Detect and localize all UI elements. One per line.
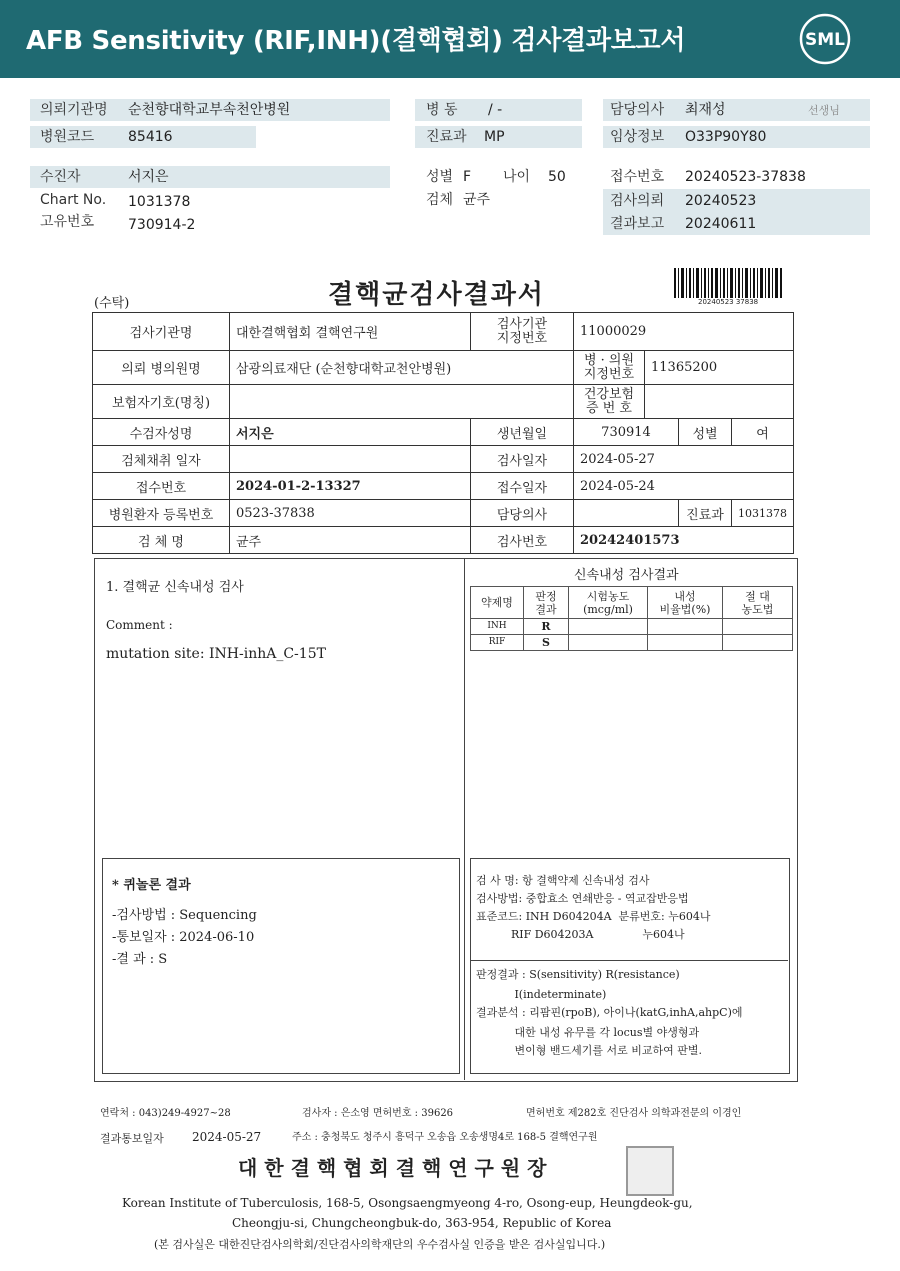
unique-no-label: 고유번호 <box>40 214 95 230</box>
age-label: 나이 <box>503 169 531 185</box>
judge-line: 변이형 밴드세기를 서로 비교하여 판별. <box>476 1044 702 1057</box>
institution-label: 의뢰기관명 <box>40 102 108 118</box>
quinolone-date: -통보일자 : 2024-06-10 <box>112 930 255 945</box>
footer-address: 주소 : 충청북도 청주시 흥덕구 오송읍 오송생명4로 168-5 결핵연구원 <box>292 1132 598 1143</box>
cell-value: 20242401573 <box>574 527 794 554</box>
consignment-label: (수탁) <box>94 296 130 311</box>
org-address-en-1: Korean Institute of Tuberculosis, 168-5, Osongsaengmyeong 4-ro, Osong-eup, Heungdeok-gu, <box>122 1196 693 1210</box>
request-date-label: 검사의뢰 <box>610 193 665 209</box>
patient-value: 서지은 <box>128 169 169 185</box>
ward-value: / - <box>488 102 503 118</box>
cell-label: 접수일자 <box>471 473 574 500</box>
cell-value: 서지은 <box>230 419 471 446</box>
method-line: 검 사 명: 항 결핵약제 신속내성 검사 <box>476 874 650 887</box>
rapid-header: 약제명 <box>471 587 524 619</box>
rapid-drug: RIF <box>471 635 524 651</box>
rapid-header: 절 대 농도법 <box>723 587 793 619</box>
rapid-result: S <box>524 635 569 651</box>
cell-label: 건강보험 증 번 호 <box>574 385 645 419</box>
doctor-label: 담당의사 <box>610 102 665 118</box>
cell-label: 검사기관명 <box>93 313 230 351</box>
org-address-en-2: Cheongju-si, Chungcheongbuk-do, 363-954, Republic of Korea <box>232 1216 612 1230</box>
cell-label: 진료과 <box>679 500 732 527</box>
hospital-code-label: 병원코드 <box>40 129 95 145</box>
footer-inspector: 검사자 : 은소영 면허번호 : 39626 <box>302 1108 454 1119</box>
quinolone-method: -검사방법 : Sequencing <box>112 908 257 923</box>
footer-notify-date: 2024-05-27 <box>192 1130 262 1144</box>
cell-label: 검 체 명 <box>93 527 230 554</box>
barcode-image <box>674 268 782 298</box>
specimen-label: 검체 <box>426 192 454 208</box>
certification-note: (본 검사실은 대한진단검사의학회/진단검사의학재단의 우수검사실 인증을 받은 검사실입니다.) <box>154 1238 606 1251</box>
clinical-label: 임상정보 <box>610 129 665 145</box>
judge-line: 대한 내성 유무를 각 locus별 야생형과 <box>476 1026 700 1039</box>
method-box-divider <box>470 960 788 961</box>
cell-value: 11365200 <box>645 351 794 385</box>
footer-contact: 연락처 : 043)249-4927~28 <box>100 1108 231 1119</box>
cell-label: 성별 <box>679 419 732 446</box>
cell-value <box>230 446 471 473</box>
cell-label: 의뢰 병의원명 <box>93 351 230 385</box>
sml-logo <box>796 12 854 66</box>
cell-label: 수검자성명 <box>93 419 230 446</box>
rapid-header: 판정 결과 <box>524 587 569 619</box>
results-divider <box>464 558 465 1080</box>
cell-value: 균주 <box>230 527 471 554</box>
cell-label: 검사기관 지정번호 <box>471 313 574 351</box>
chart-no-value: 1031378 <box>128 194 191 210</box>
cell-label: 보험자기호(명칭) <box>93 385 230 419</box>
judge-line: I(indeterminate) <box>476 988 607 1001</box>
rapid-result-table <box>470 586 793 651</box>
rapid-cell <box>723 619 793 635</box>
comment-label: Comment : <box>106 618 173 632</box>
cell-label: 병 · 의원 지정번호 <box>574 351 645 385</box>
report-header <box>0 0 900 78</box>
footer-license: 면허번호 제282호 진단검사 의학과전문의 이경인 <box>526 1108 742 1119</box>
report-date-label: 결과보고 <box>610 216 665 232</box>
sex-label: 성별 <box>426 169 454 185</box>
unique-no-value: 730914-2 <box>128 217 196 233</box>
patient-label: 수진자 <box>40 169 81 185</box>
rapid-cell <box>569 619 648 635</box>
document-title: 결핵균검사결과서 <box>328 280 545 310</box>
cell-value: 2024-05-24 <box>574 473 794 500</box>
cell-value <box>645 385 794 419</box>
patient-info-table <box>92 312 794 554</box>
quinolone-title: * 퀴놀론 결과 <box>112 878 191 893</box>
method-line: 표준코드: INH D604204A 분류번호: 누604나 <box>476 910 711 923</box>
cell-value: 삼광의료재단 (순천향대학교천안병원) <box>230 351 574 385</box>
cell-value: 여 <box>732 419 794 446</box>
method-line: 검사방법: 중합효소 연쇄반응 - 역교잡반응법 <box>476 892 689 905</box>
cell-label: 생년월일 <box>471 419 574 446</box>
cell-label: 담당의사 <box>471 500 574 527</box>
rapid-result-title: 신속내성 검사결과 <box>574 568 679 583</box>
cell-label: 검사번호 <box>471 527 574 554</box>
receipt-no-label: 접수번호 <box>610 169 665 185</box>
cell-label: 검사일자 <box>471 446 574 473</box>
chart-no-label: Chart No. <box>40 192 107 208</box>
rapid-result: R <box>524 619 569 635</box>
footer-notify-label: 결과통보일자 <box>100 1132 164 1145</box>
cell-label: 병원환자 등록번호 <box>93 500 230 527</box>
rapid-cell <box>648 635 723 651</box>
sex-value: F <box>463 169 472 185</box>
judge-line: 결과분석 : 리팜핀(rpoB), 아이나(katG,inhA,ahpC)에 <box>476 1006 743 1019</box>
specimen-value: 균주 <box>463 192 491 208</box>
rapid-drug: INH <box>471 619 524 635</box>
rapid-header: 시험농도 (mcg/ml) <box>569 587 648 619</box>
department-value: MP <box>484 129 505 145</box>
method-line: RIF D604203A 누604나 <box>476 928 685 941</box>
rapid-cell <box>569 635 648 651</box>
scanned-result-document <box>80 262 820 1262</box>
cell-value: 11000029 <box>574 313 794 351</box>
hospital-code-value: 85416 <box>128 129 173 145</box>
clinical-value: O33P90Y80 <box>685 129 767 145</box>
org-name: 대 한 결 핵 협 회 결 핵 연 구 원 장 <box>238 1156 547 1180</box>
institution-value: 순천향대학교부속천안병원 <box>128 102 291 118</box>
cell-value: 1031378 <box>732 500 794 527</box>
rapid-cell <box>723 635 793 651</box>
cell-label: 접수번호 <box>93 473 230 500</box>
rapid-cell <box>648 619 723 635</box>
doctor-value: 최재성 <box>685 102 726 118</box>
ward-label: 병 동 <box>426 102 458 118</box>
quinolone-result: -결 과 : S <box>112 952 168 967</box>
cell-value: 대한결핵협회 결핵연구원 <box>230 313 471 351</box>
doctor-note: 선생님 <box>808 104 840 117</box>
cell-value: 730914 <box>574 419 679 446</box>
cell-value <box>230 385 574 419</box>
report-date-value: 20240611 <box>685 216 757 232</box>
cell-value: 2024-05-27 <box>574 446 794 473</box>
cell-label: 검체채취 일자 <box>93 446 230 473</box>
cell-value: 2024-01-2-13327 <box>230 473 471 500</box>
age-value: 50 <box>548 169 566 185</box>
svg-text:SML: SML <box>805 30 845 50</box>
section1-title: 1. 결핵균 신속내성 검사 <box>106 580 244 595</box>
request-date-value: 20240523 <box>685 193 757 209</box>
report-title: AFB Sensitivity (RIF,INH)(결핵협회) 검사결과보고서 <box>26 26 686 56</box>
judge-line: 판정결과 : S(sensitivity) R(resistance) <box>476 968 680 981</box>
department-label: 진료과 <box>426 129 467 145</box>
cell-value: 0523-37838 <box>230 500 471 527</box>
cell-value <box>574 500 679 527</box>
barcode-number: 20240523 37838 <box>698 298 759 306</box>
receipt-no-value: 20240523-37838 <box>685 169 806 185</box>
rapid-header: 내성 비율법(%) <box>648 587 723 619</box>
mutation-site: mutation site: INH-inhA_C-15T <box>106 646 326 662</box>
official-seal-stamp <box>626 1146 674 1196</box>
